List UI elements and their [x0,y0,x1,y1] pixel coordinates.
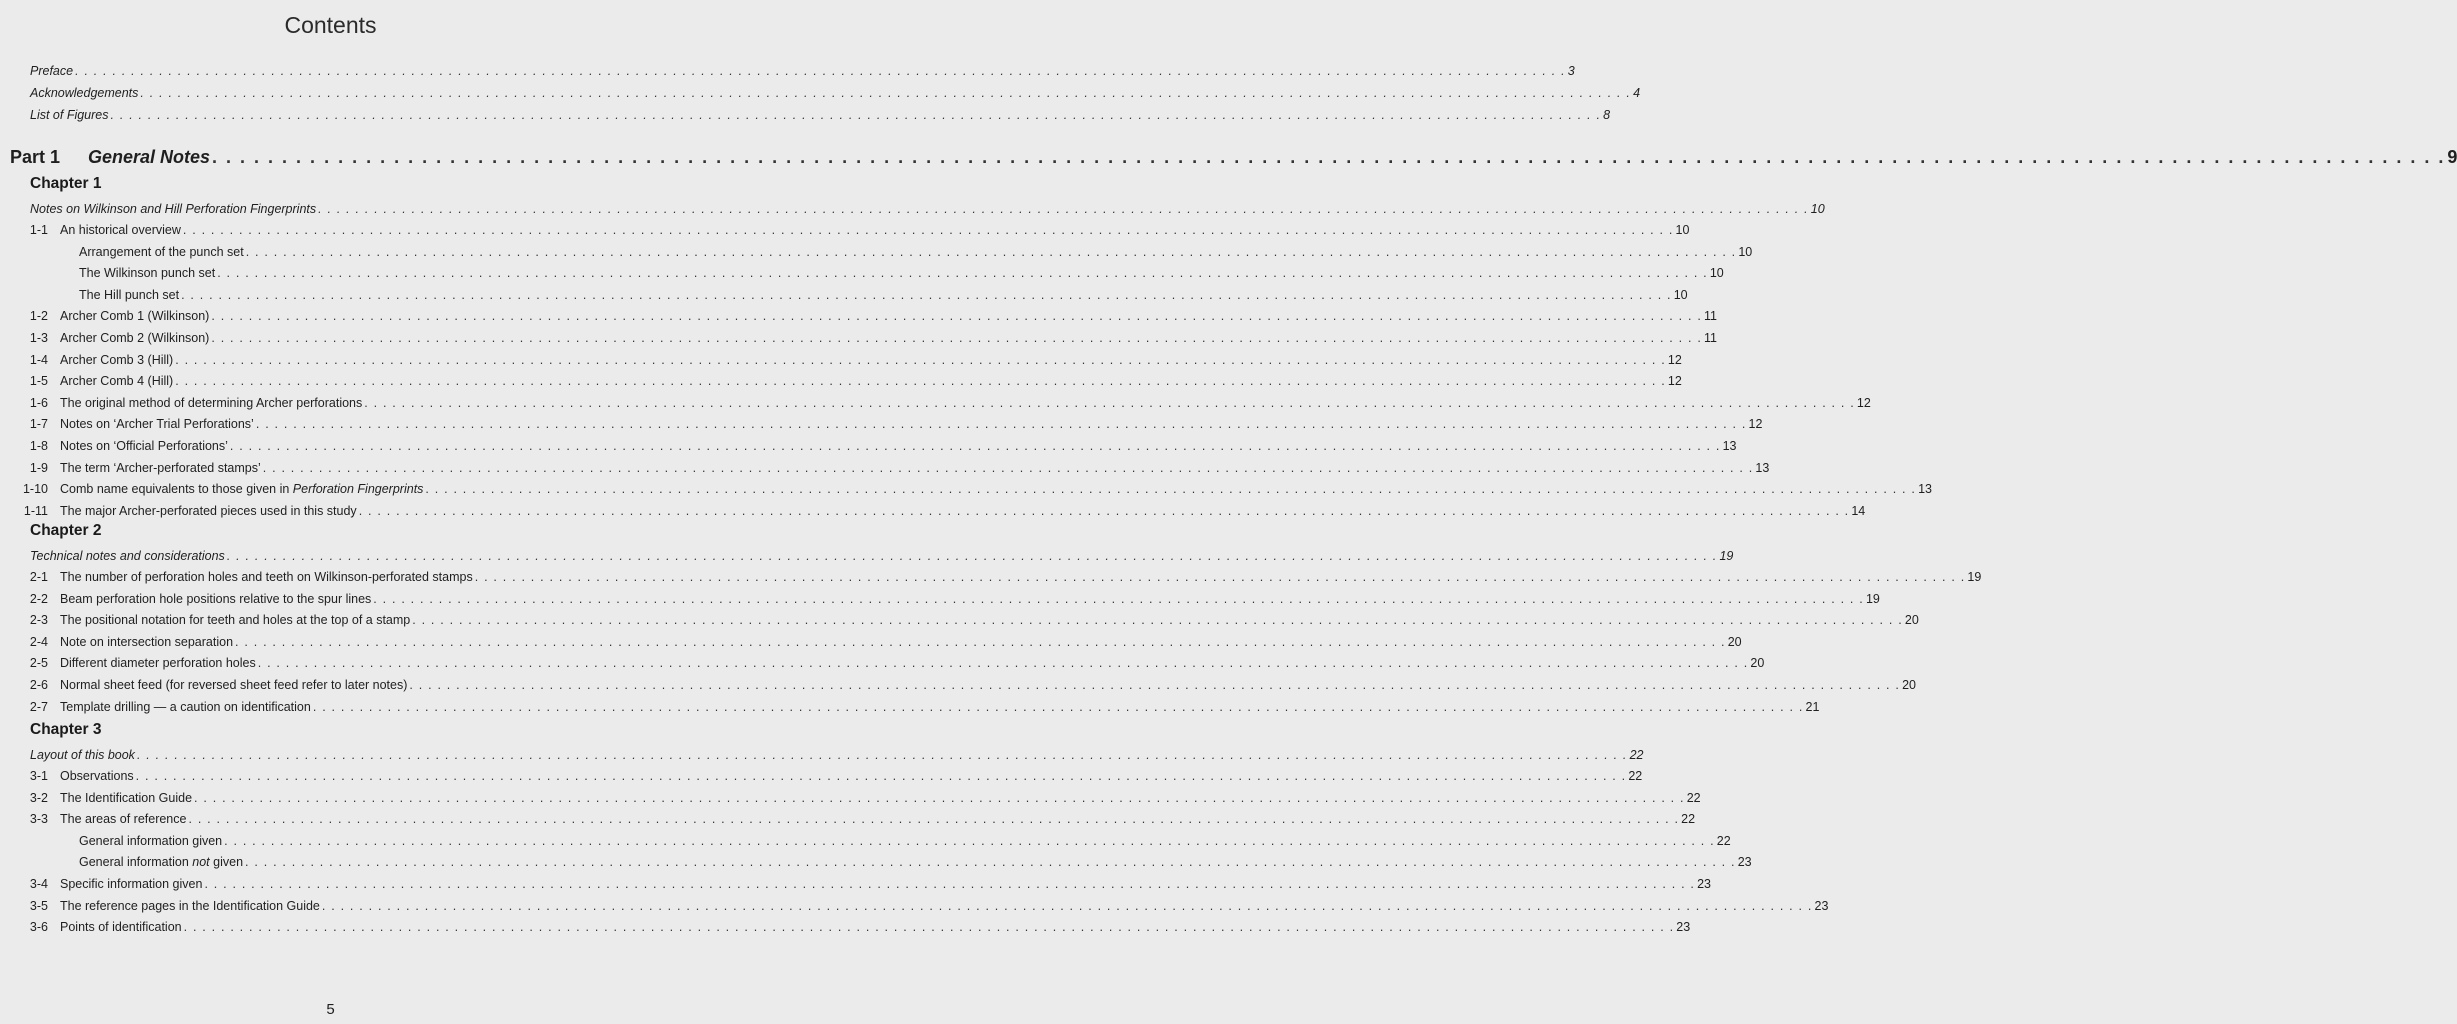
toc-entry-label: An historical overview [60,223,181,237]
toc-page: 23 [1737,855,1752,870]
toc-entry-label-after: given [213,855,244,870]
leader-dots [258,654,1749,672]
toc-entry[interactable] [10,243,1753,261]
leader-dots [175,351,1666,369]
toc-entry-label: The reference pages in the Identification Guide [60,898,320,913]
toc-page: 12 [1667,374,1682,389]
leader-dots [217,264,1708,282]
chapter-subtitle[interactable] [30,547,1734,565]
chapter-heading: Chapter 2 [30,522,102,539]
toc-entry-label: Normal sheet feed (for reversed sheet feed refer to later notes) [60,678,408,692]
toc-page: 19 [1865,591,1880,606]
toc-entry[interactable] [10,394,1871,412]
toc-entry-text [60,568,473,586]
toc-page: 13 [1755,460,1770,475]
toc-page: 10 [1709,266,1724,281]
toc-entry-text [79,264,215,282]
leader-dots [184,918,1675,936]
toc-entry-text [79,832,222,850]
toc-entry[interactable] [10,698,1820,716]
toc-entry-label: Archer Comb 3 (Hill) [60,352,174,367]
leader-dots [245,853,1736,871]
toc-page: 20 [1902,678,1916,692]
toc-page: 20 [1904,613,1919,628]
leader-dots [211,307,1702,325]
toc-entry-number: 1-11 [23,503,48,518]
toc-entry-text [60,633,233,651]
toc-page: 20 [1750,656,1765,671]
toc-label: Acknowledgements [30,86,139,100]
toc-entry-number: 1-1 [29,223,48,237]
toc-entry-label: General information [79,855,189,870]
toc-entry-number: 3-5 [29,898,48,913]
toc-page: 11 [1704,309,1717,324]
toc-part-1[interactable] [10,145,2457,169]
toc-entry-text [60,221,181,239]
toc-entry-number: 2-2 [29,591,48,606]
toc-entry-number: 3-6 [29,920,48,935]
toc-entry[interactable] [10,351,1682,369]
toc-page: 23 [1697,877,1711,891]
leader-dots [188,810,1679,828]
toc-entry-text [60,329,209,347]
toc-label: List of Figures [30,108,109,122]
toc-front-acknowledgements[interactable] [30,84,1641,102]
leader-dots [318,200,1809,218]
toc-entry-label: Different diameter perforation holes [60,656,256,671]
toc-label: Layout of this book [30,748,135,762]
toc-page: 4 [1633,86,1641,100]
toc-page: 19 [1967,570,1982,584]
toc-entry-label: Observations [60,769,134,783]
toc-entry[interactable] [10,221,1690,239]
toc-entry[interactable] [10,286,1688,304]
toc-entry-number: 3-2 [29,790,48,805]
toc-entry-label: The Identification Guide [60,790,193,805]
toc-entry-text [60,307,209,325]
toc-entry-text [60,698,311,716]
leader-dots [373,590,1864,608]
leader-dots [175,372,1666,390]
toc-entry[interactable] [10,810,1696,828]
toc-entry-number: 2-1 [29,570,48,584]
page-title: Contents [284,12,377,38]
toc-entry-label: Points of identification [60,920,182,935]
toc-entry-number: 2-7 [29,699,48,714]
toc-entry-number: 1-4 [29,352,48,367]
leader-dots [111,106,1602,124]
leader-dots [235,633,1726,651]
chapter-subtitle[interactable] [30,746,1644,764]
toc-page: 23 [1814,898,1829,913]
toc-entry-text [60,372,173,390]
page-number: 5 [326,1001,335,1018]
toc-entry-text [60,459,261,477]
toc-entry-label: Archer Comb 1 (Wilkinson) [60,309,210,324]
toc-page: 10 [1675,223,1690,237]
toc-entry[interactable] [10,480,1932,498]
leader-dots [425,480,1916,498]
leader-dots [475,568,1966,586]
toc-page: 20 [1727,634,1742,649]
toc-entry[interactable] [10,372,1682,390]
leader-dots [183,221,1674,239]
leader-dots [75,62,1566,80]
toc-page: 12 [1667,352,1682,367]
toc-page: 22 [1628,769,1643,783]
toc-entry[interactable] [10,437,1737,455]
toc-entry-number: 2-5 [29,656,48,671]
toc-entry-label: Note on intersection separation [60,634,234,649]
leader-dots [224,832,1715,850]
part-title: General Notes [88,147,211,167]
toc-entry-text [60,502,357,520]
toc-entry-number: 2-6 [29,678,48,692]
chapter-subtitle[interactable] [30,200,1825,218]
toc-entry-number: 3-1 [29,769,48,783]
toc-entry-text [60,480,423,498]
leader-dots [211,329,1702,347]
toc-entry-text [79,286,179,304]
leader-dots [227,547,1718,565]
toc-entry[interactable] [10,459,1770,477]
leader-dots [230,437,1721,455]
toc-page: 10 [1673,287,1688,302]
toc-entry[interactable] [10,832,1731,850]
leader-dots [204,875,1695,893]
toc-entry[interactable] [10,633,1742,651]
toc-entry-label: The number of perforation holes and teeth on Wilkinson-perforated stamps [60,570,473,584]
toc-entry-number: 3-3 [29,812,48,827]
toc-entry[interactable] [10,676,1916,694]
part-number: Part 1 [10,147,61,167]
toc-entry[interactable] [10,875,1711,893]
toc-entry-label: Notes on ‘Official Perforations’ [60,439,228,453]
toc-entry-text [60,351,173,369]
toc-page: 14 [1851,503,1866,518]
part-page: 9 [2447,147,2457,167]
toc-entry-number: 2-4 [29,634,48,649]
toc-entry-label: Specific information given [60,877,203,891]
toc-entry-text [60,437,228,455]
toc-entry-number: 2-3 [29,613,48,628]
toc-entry[interactable] [10,897,1829,915]
toc-entry-text [79,243,244,261]
toc-entry-label: Archer Comb 4 (Hill) [60,374,174,389]
toc-entry-text [60,654,256,672]
toc-entry-number: 1-9 [29,460,48,475]
toc-page: 11 [1704,331,1717,345]
chapter-heading: Chapter 3 [30,721,102,738]
toc-entry-text [60,875,202,893]
toc-page: 22 [1629,748,1644,762]
toc-entry-label: Archer Comb 2 (Wilkinson) [60,331,210,345]
toc-entry-number: 1-10 [22,482,48,497]
toc-entry[interactable] [10,502,1866,520]
toc-entry-text [60,590,371,608]
toc-entry-text [60,767,134,785]
toc-label: Technical notes and considerations [30,549,225,563]
toc-entry[interactable] [10,789,1701,807]
toc-page: 13 [1722,439,1737,453]
toc-entry-number: 1-8 [29,439,48,453]
toc-entry[interactable] [10,415,1763,433]
toc-entry-text [60,394,362,412]
toc-page: 22 [1716,833,1731,848]
toc-entry[interactable] [10,307,1717,325]
leader-dots [322,897,1813,915]
toc-entry-label: Template drilling — a caution on identification [60,699,311,714]
toc-front-preface[interactable] [30,62,1575,80]
toc-entry-label-italic: not [192,855,210,870]
leader-dots [212,145,2445,169]
toc-entry-label: The Hill punch set [79,287,180,302]
toc-page: 3 [1567,64,1575,78]
leader-dots [412,611,1903,629]
toc-label: Preface [30,64,74,78]
toc-entry-label: The areas of reference [60,812,187,827]
toc-entry-number: 1-5 [29,374,48,389]
toc-entry-label: Arrangement of the punch set [79,244,244,259]
toc-page: 13 [1918,482,1932,497]
leader-dots [263,459,1754,477]
toc-page: 12 [1748,417,1763,432]
leader-dots [136,767,1627,785]
leader-dots [137,746,1628,764]
toc-entry-number: 1-6 [29,395,48,410]
toc-entry-label: The positional notation for teeth and holes at the top of a stamp [60,613,411,628]
toc-page: 10 [1738,244,1753,259]
toc-entry-number: 1-3 [29,331,48,345]
toc-entry-label: General information given [79,833,223,848]
toc-entry-text [79,853,243,871]
toc-entry[interactable] [10,568,1982,586]
toc-page: 19 [1719,549,1734,563]
toc-entry-label: The Wilkinson punch set [79,266,216,281]
toc-entry[interactable] [10,918,1691,936]
toc-entry-text [60,918,182,936]
leader-dots [194,789,1685,807]
toc-entry-text [60,789,192,807]
toc-page: 8 [1603,108,1611,122]
toc-page: 10 [1810,202,1825,216]
toc-entry-number: 3-4 [29,877,48,891]
toc-entry-label: The major Archer-perforated pieces used in this study [60,503,357,518]
leader-dots [140,84,1631,102]
toc-entry[interactable] [10,329,1717,347]
leader-dots [256,415,1747,433]
toc-entry-number: 1-7 [29,417,48,432]
toc-entry-label: Notes on ‘Archer Trial Perforations’ [60,417,254,432]
toc-page: 21 [1805,699,1820,714]
toc-entry-number: 1-2 [29,309,48,324]
leader-dots [409,676,1900,694]
toc-front-list-of-figures[interactable] [30,106,1611,124]
chapter-heading: Chapter 1 [30,175,102,192]
leader-dots [364,394,1855,412]
toc-entry[interactable] [10,590,1880,608]
leader-dots [246,243,1737,261]
toc-label: Notes on Wilkinson and Hill Perforation Fingerprints [30,202,317,216]
toc-entry-text [60,676,407,694]
toc-entry-text [60,897,320,915]
toc-entry[interactable] [10,654,1765,672]
toc-entry-label: Comb name equivalents to those given in [60,482,290,497]
toc-entry[interactable] [10,264,1724,282]
toc-entry-text [60,415,254,433]
toc-entry[interactable] [10,853,1752,871]
toc-entry-label: The original method of determining Archer perforations [60,395,363,410]
toc-entry-text [60,611,410,629]
toc-entry-text [60,810,186,828]
toc-entry-label: Beam perforation hole positions relative to the spur lines [60,591,372,606]
toc-entry-label-italic: Perforation Fingerprints [292,482,424,497]
toc-page: 22 [1681,812,1696,827]
toc-page: 22 [1686,790,1701,805]
toc-page: 23 [1676,920,1691,935]
toc-entry[interactable] [10,611,1919,629]
toc-entry[interactable] [10,767,1643,785]
leader-dots [181,286,1672,304]
toc-entry-label: The term ‘Archer-perforated stamps’ [60,460,261,475]
toc-page: 12 [1856,395,1871,410]
leader-dots [359,502,1850,520]
leader-dots [313,698,1804,716]
